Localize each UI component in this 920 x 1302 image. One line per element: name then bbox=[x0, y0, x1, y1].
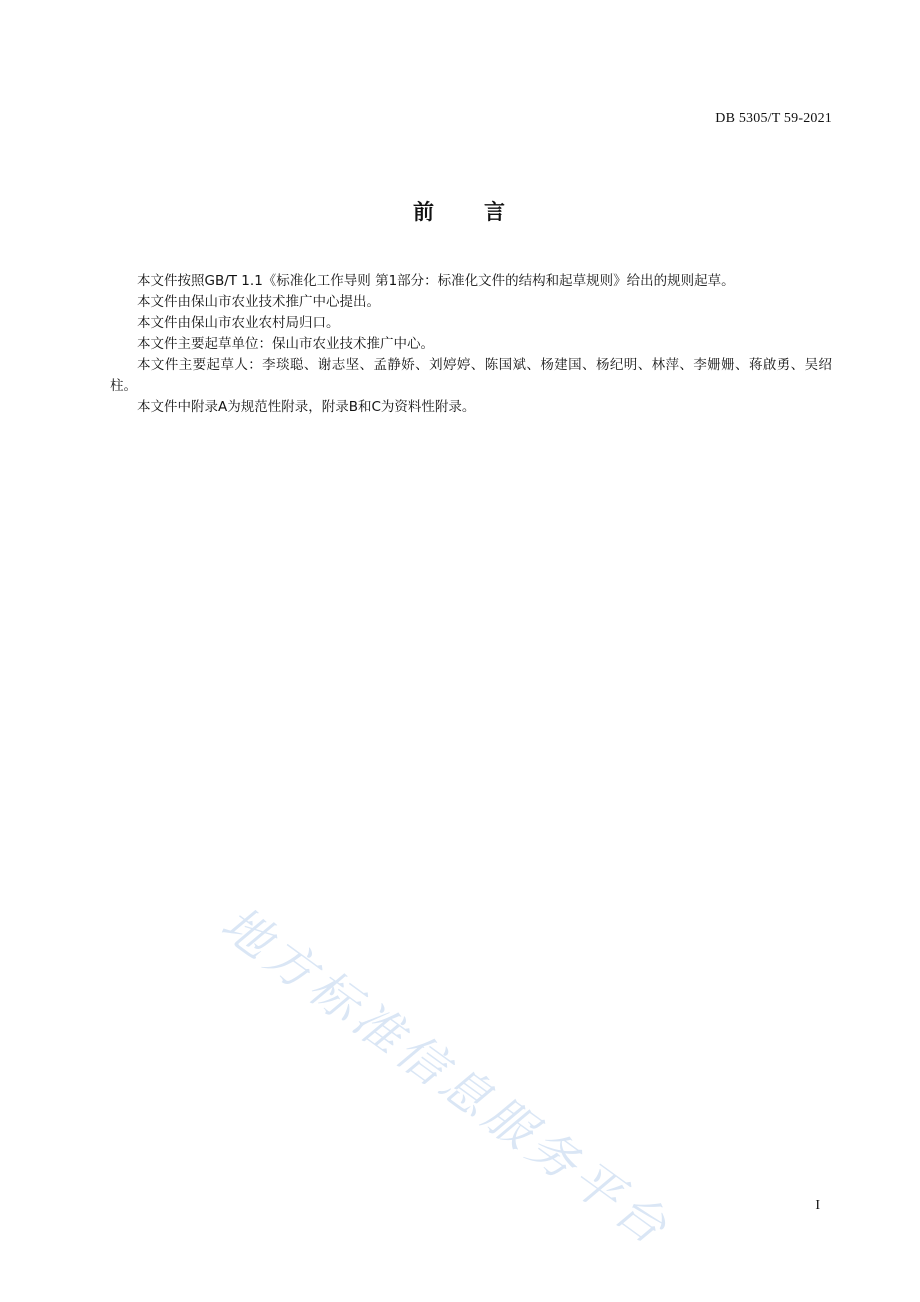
title-char-2: 言 bbox=[484, 200, 507, 224]
paragraph-administrator: 本文件由保山市农业农村局归口。 bbox=[137, 315, 340, 331]
page-title bbox=[0, 196, 920, 226]
page-number: I bbox=[815, 1198, 820, 1213]
document-code: DB 5305/T 59-2021 bbox=[715, 111, 832, 126]
title-char-1: 前 bbox=[413, 200, 436, 224]
paragraph-drafting-unit: 本文件主要起草单位：保山市农业技术推广中心。 bbox=[137, 336, 434, 352]
watermark: 地方标准信息服务平台 bbox=[210, 895, 681, 1259]
paragraph-appendix: 本文件中附录A为规范性附录，附录B和C为资料性附录。 bbox=[137, 399, 476, 415]
paragraph-drafters: 本文件主要起草人：李琰聪、谢志坚、孟静娇、刘婷婷、陈国斌、杨建国、杨纪明、林萍、李姗姗、蒋啟勇、吴绍柱。 bbox=[110, 357, 832, 394]
paragraph-drafting-rules: 本文件按照GB/T 1.1《标准化工作导则 第1部分：标准化文件的结构和起草规则》给出的规则起草。 bbox=[137, 273, 735, 289]
foreword-body bbox=[110, 271, 832, 418]
paragraph-proposer: 本文件由保山市农业技术推广中心提出。 bbox=[137, 294, 380, 310]
